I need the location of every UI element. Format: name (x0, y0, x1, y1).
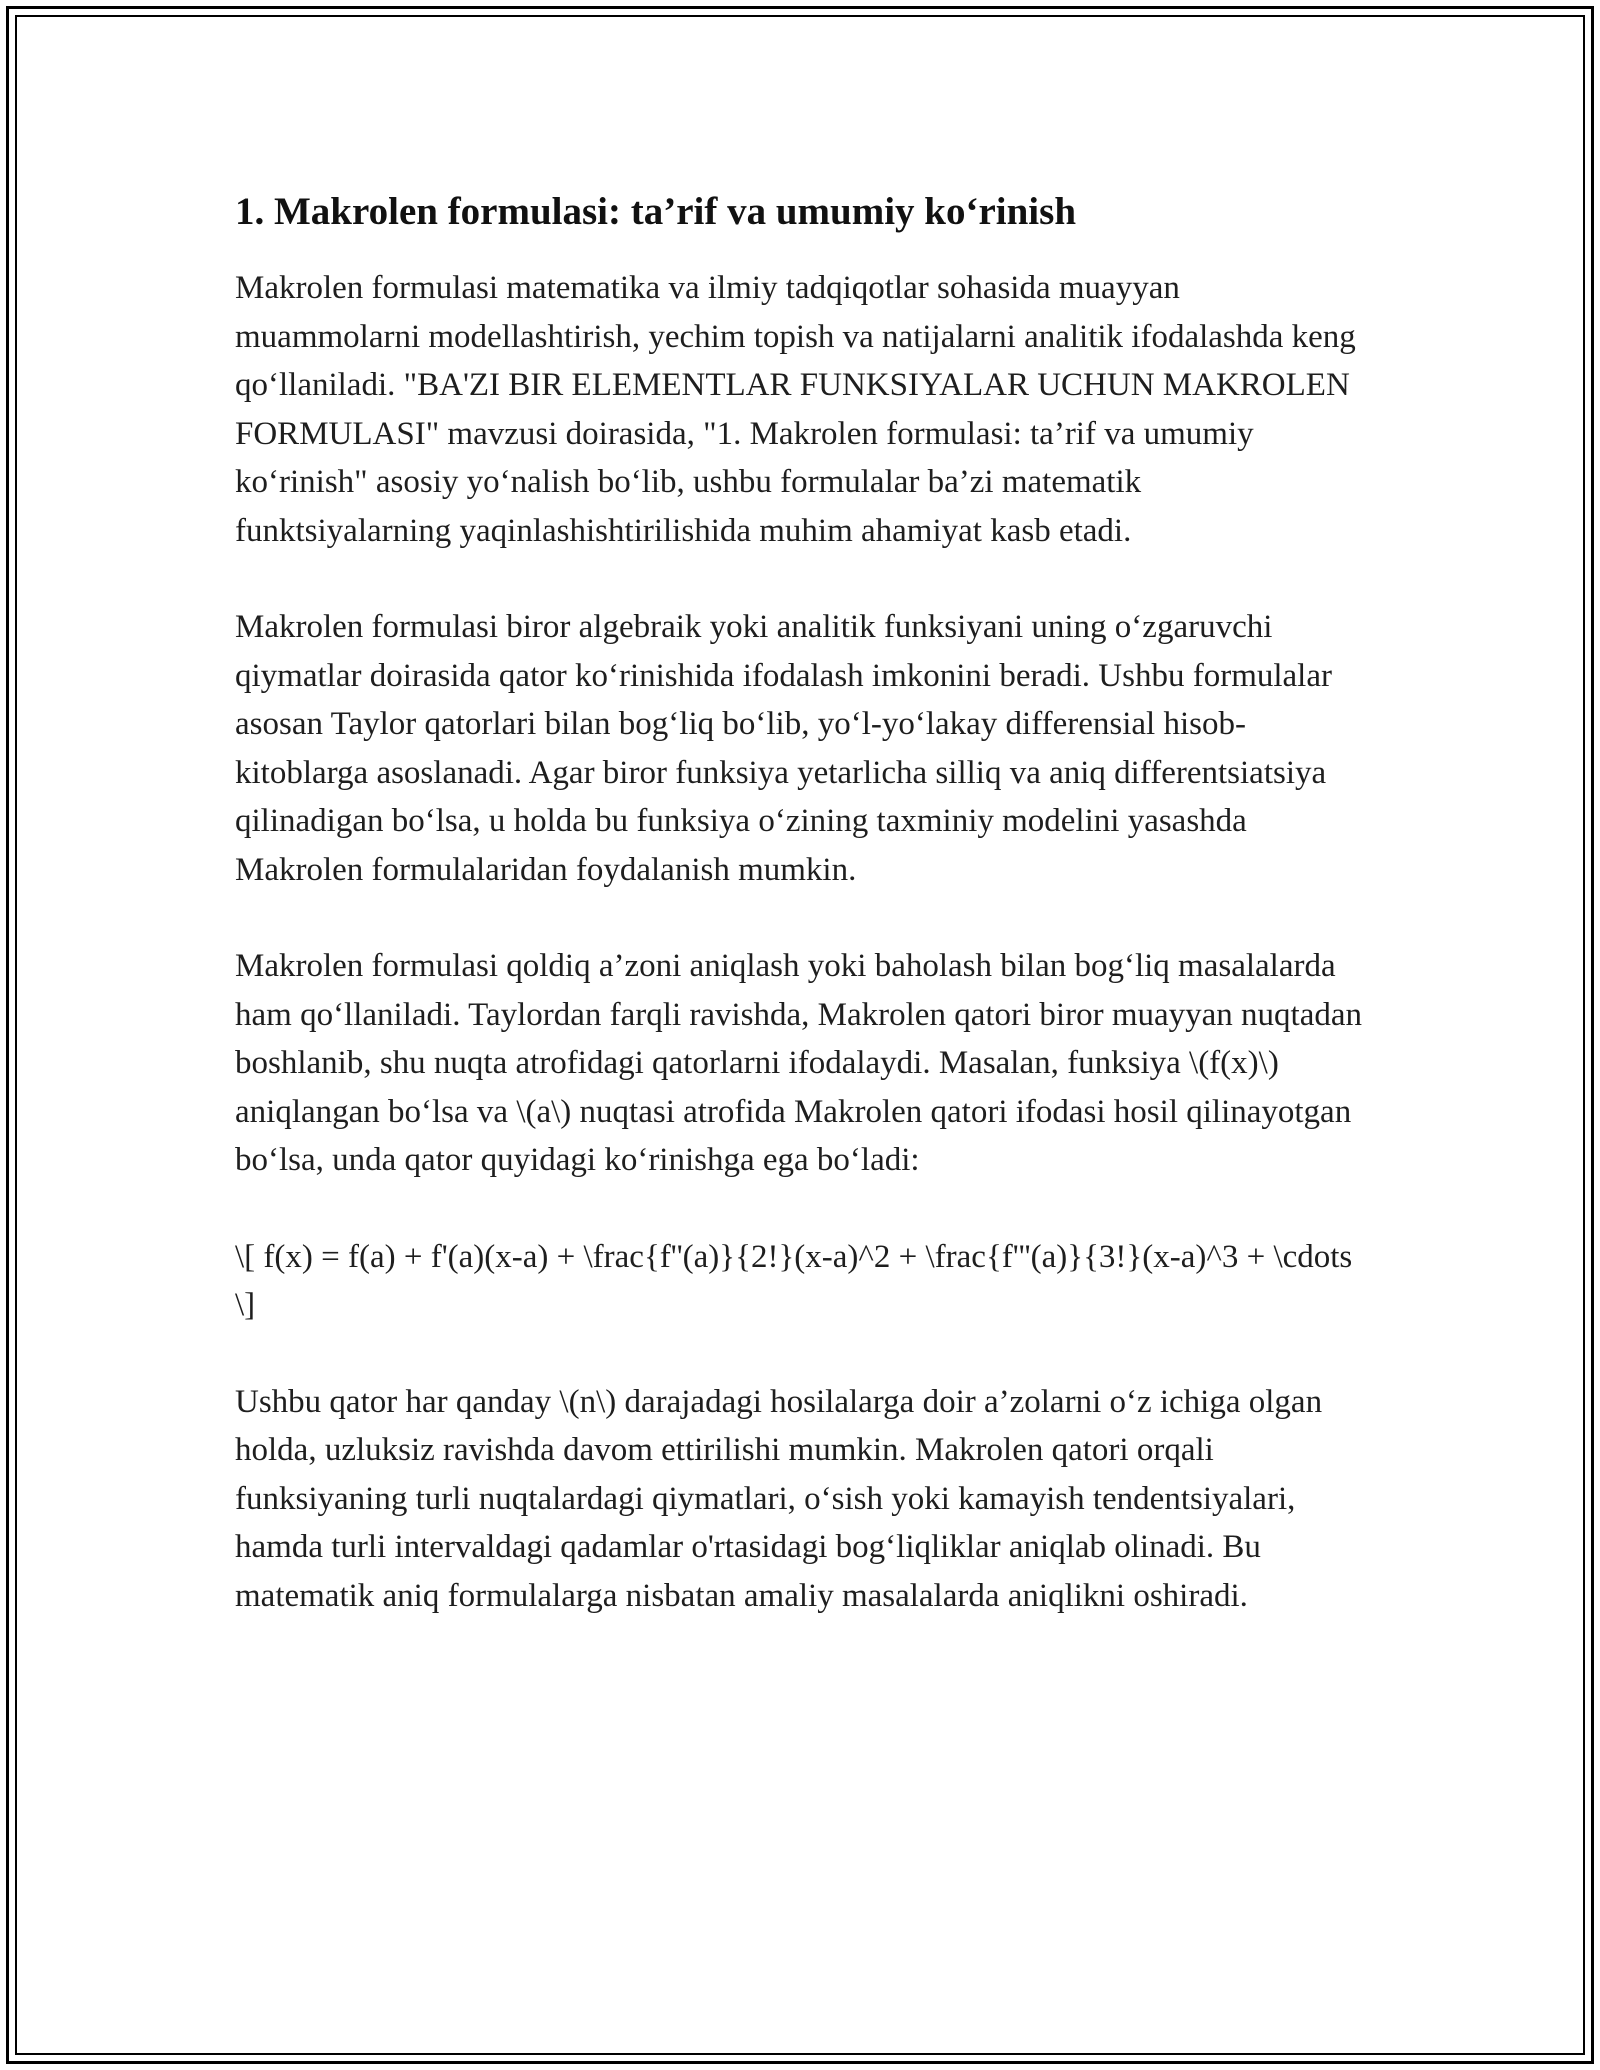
paragraph-remainder: Makrolen formulasi qoldiq a’zoni aniqlash yoki baholash bilan bog‘liq masalalarda ham qo‘llaniladi. Taylordan farqli ravishda, Makrolen qatori biror muayyan nuqtadan boshlanib, shu nuqta atrofidagi qatorlarni ifodalaydi. Masalan, funksiya \(f(x)\) aniqlangan bo‘lsa va \(a\) nuqtasi atrofida Makrolen qatori ifodasi hosil qilinayotgan bo‘lsa, unda qator quyidagi ko‘rinishga ega bo‘ladi: (235, 948, 1362, 1178)
section-heading: 1. Makrolen formulasi: ta’rif va umumiy ko‘rinish (235, 190, 1077, 233)
series-formula: \[ f(x) = f(a) + f'(a)(x-a) + \frac{f''(a)}{2!}(x-a)^2 + \frac{f'''(a)}{3!}(x-a)^3 + \cdots \] (235, 1238, 1353, 1323)
paragraph-intro: Makrolen formulasi matematika va ilmiy tadqiqotlar sohasida muayyan muammolarni modellashtirish, yechim topish va natijalarni analitik ifodalashda keng qo‘llaniladi. "BA'ZI BIR ELEMENTLAR FUNKSIYALAR UCHUN MAKROLEN FORMULASI" mavzusi doirasida, "1. Makrolen formulasi: ta’rif va umumiy ko‘rinish" asosiy yo‘nalish bo‘lib, ushbu formulalar ba’zi matematik funktsiyalarning yaqinlashishtirilishida muhim ahamiyat kasb etadi. (235, 270, 1356, 549)
document-body (235, 186, 1365, 1668)
paragraph-closing: Ushbu qator har qanday \(n\) darajadagi hosilalarga doir a’zolarni o‘z ichiga olgan holda, uzluksiz ravishda davom ettirilishi mumkin. Makrolen qatori orqali funksiyaning turli nuqtalardagi qiymatlari, o‘sish yoki kamayish tendentsiyalari, hamda turli intervaldagi qadamlar o'rtasidagi bog‘liqliklar aniqlab olinadi. Bu matematik aniq formulalarga nisbatan amaliy masalalarda aniqlikni oshiradi. (235, 1383, 1323, 1614)
paragraph-definition: Makrolen formulasi biror algebraik yoki analitik funksiyani uning o‘zgaruvchi qiymatlar doirasida qator ko‘rinishida ifodalash imkonini beradi. Ushbu formulalar asosan Taylor qatorlari bilan bog‘liq bo‘lib, yo‘l-yo‘lakay differensial hisob-kitoblarga asoslanadi. Agar biror funksiya yetarlicha silliq va aniq differentsiatsiya qilinadigan bo‘lsa, u holda bu funksiya o‘zining taxminiy modelini yasashda Makrolen formulalaridan foydalanish mumkin. (235, 609, 1332, 888)
